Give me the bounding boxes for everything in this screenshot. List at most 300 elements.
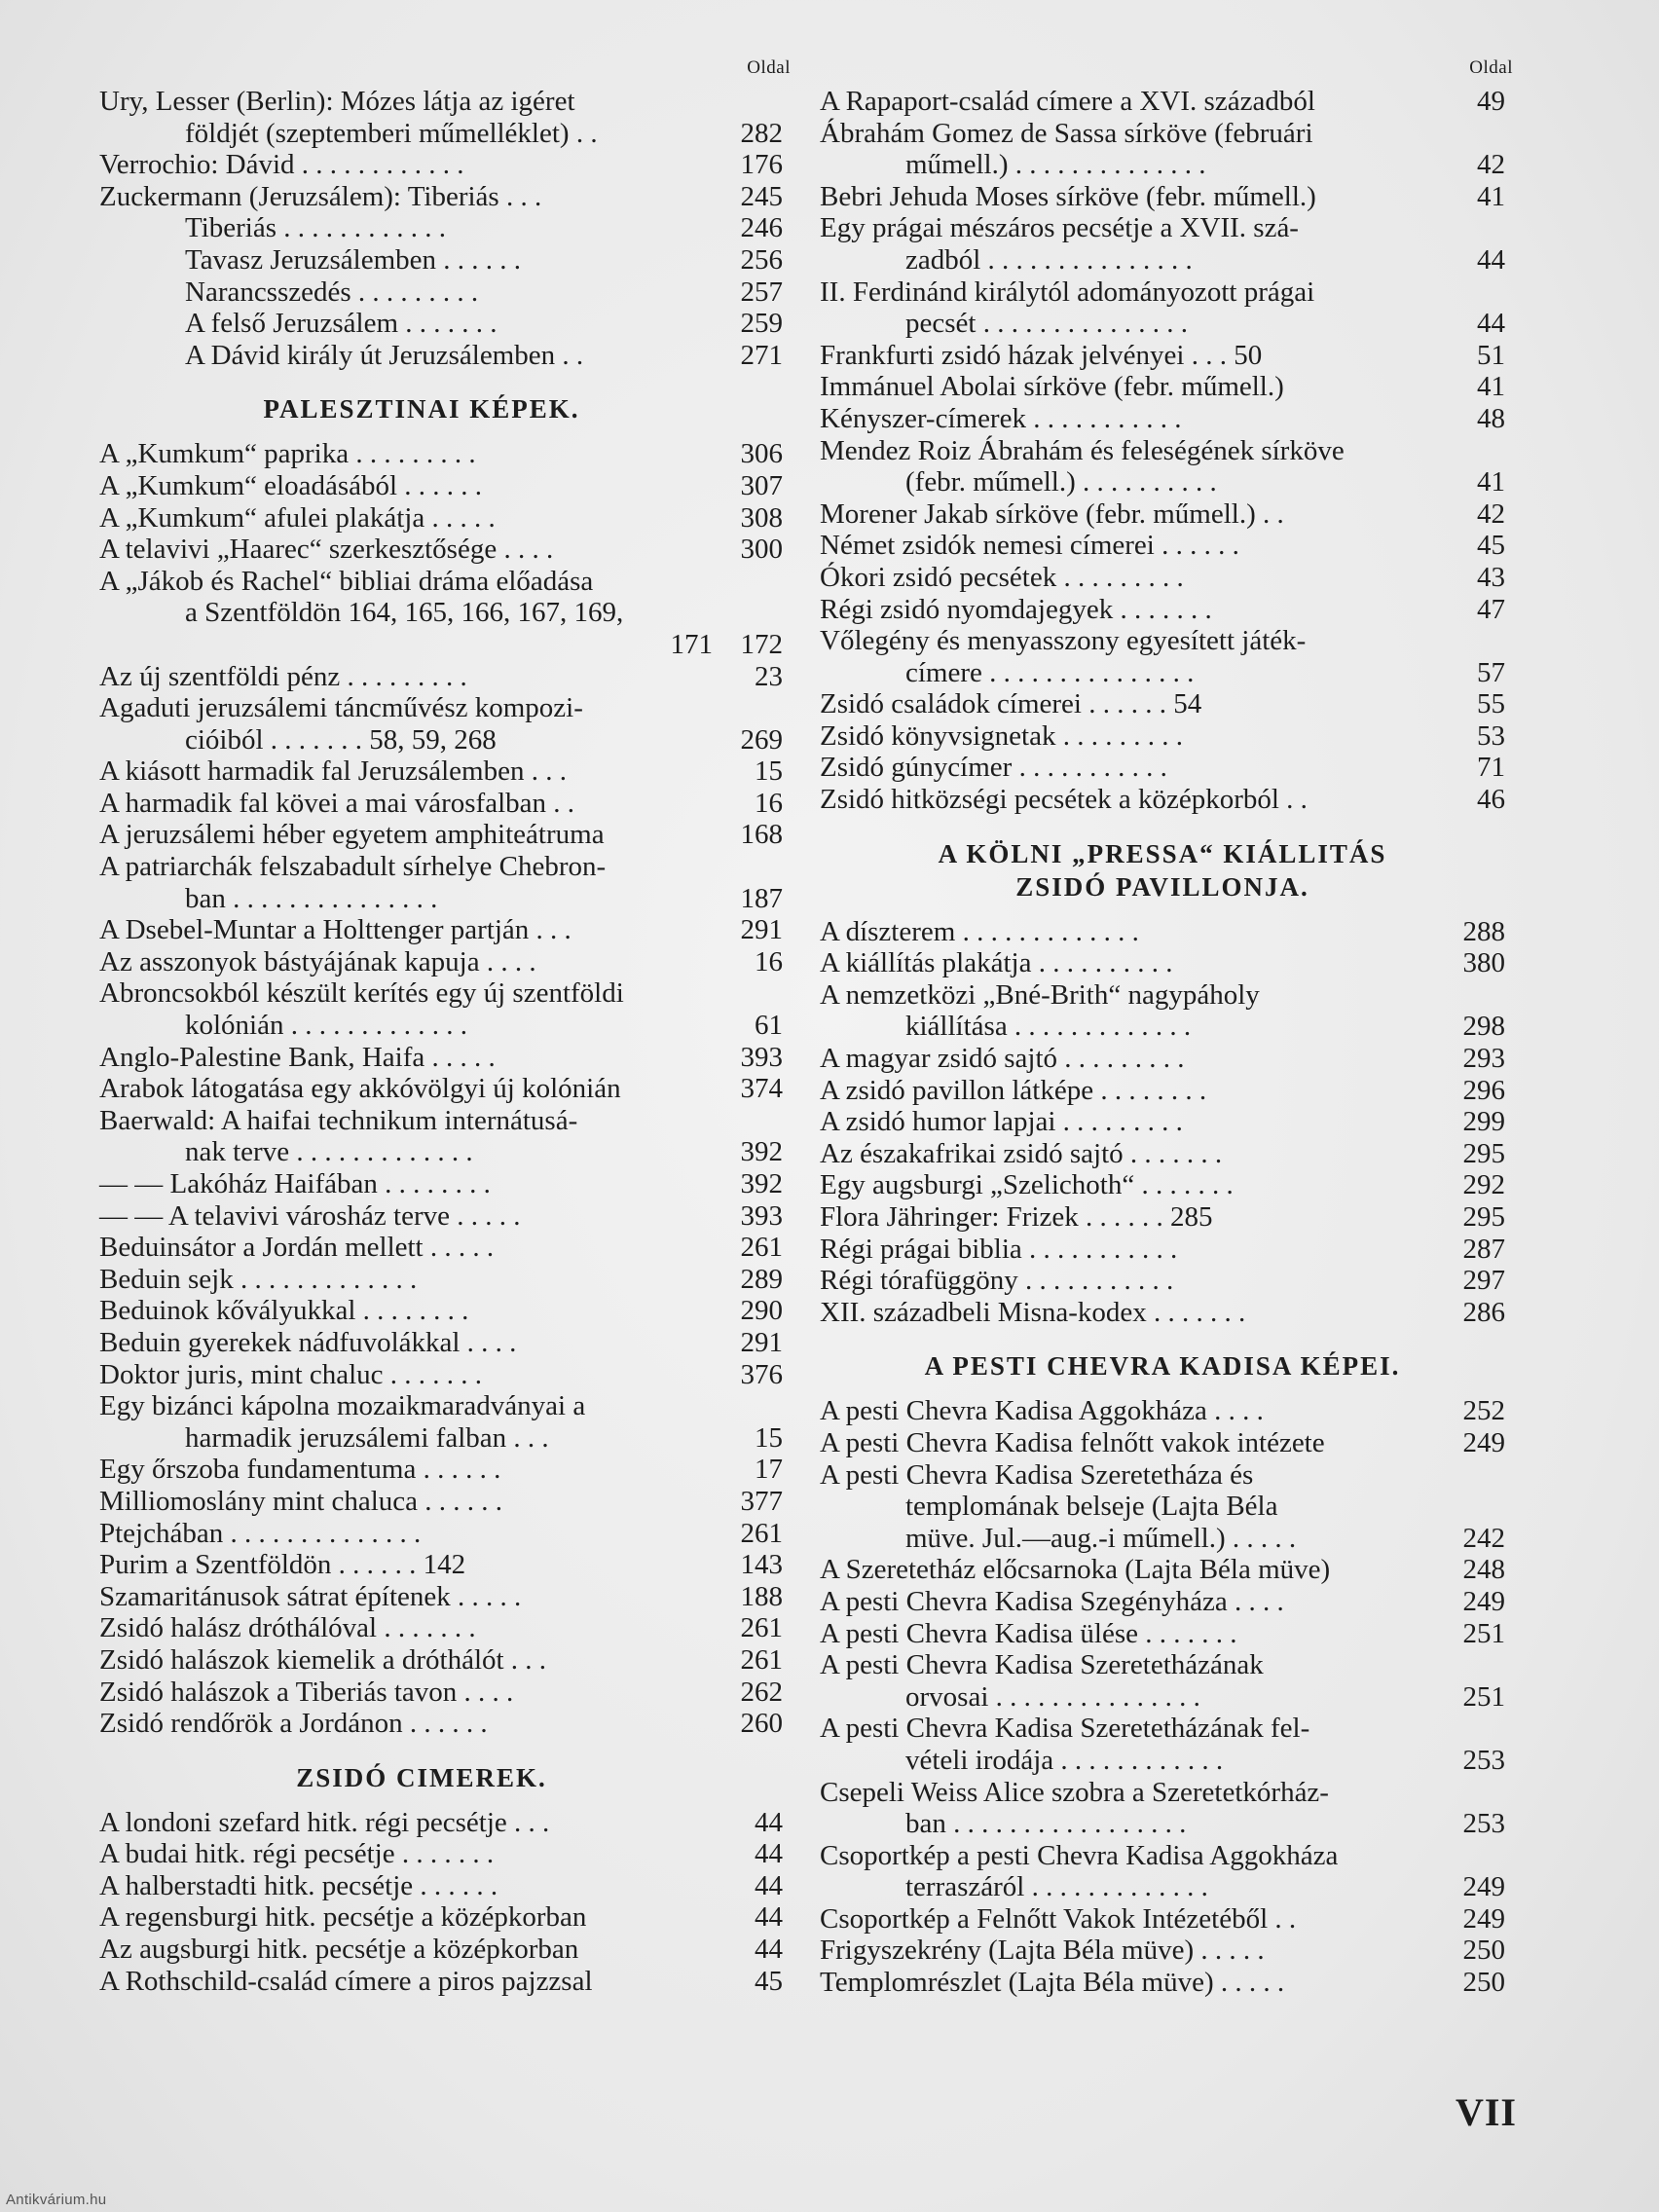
entry-page-number: 41 bbox=[1477, 180, 1505, 212]
entry-page-number: 299 bbox=[1462, 1106, 1505, 1138]
entry-title-line: A zsidó humor lapjai . . . . . . . . . bbox=[820, 1106, 1183, 1138]
entry-title-line: A pesti Chevra Kadisa Aggokháza . . . . bbox=[820, 1395, 1264, 1427]
entry-title-line: A pesti Chevra Kadisa felnőtt vakok intézete bbox=[820, 1426, 1325, 1458]
entry-title-line: Az asszonyok bástyájának kapuja . . . . bbox=[99, 945, 536, 977]
entry-page-number: 300 bbox=[740, 534, 783, 566]
entry-page-number: 249 bbox=[1462, 1585, 1505, 1617]
entry-title-line: Vőlegény és menyasszony egyesített játék- bbox=[820, 625, 1307, 657]
entry-title-line: Templomrészlet (Lajta Béla müve) . . . . . bbox=[820, 1967, 1285, 1999]
entry-page-number: 44 bbox=[755, 1806, 783, 1838]
entry-page-number: 187 bbox=[740, 882, 783, 914]
index-entry bbox=[99, 1934, 783, 1966]
entry-page-number: 249 bbox=[1462, 1871, 1505, 1903]
index-entry bbox=[820, 688, 1505, 720]
entry-title-line: Zuckermann (Jeruzsálem): Tiberiás . . . bbox=[99, 180, 542, 212]
entry-page-number: 253 bbox=[1462, 1744, 1505, 1776]
index-entry bbox=[99, 276, 783, 309]
index-entry bbox=[99, 149, 783, 181]
entry-title-line: A Dávid király út Jeruzsálemben . . bbox=[185, 339, 584, 371]
entry-page-number: 44 bbox=[755, 1869, 783, 1901]
section-title-cimerek: ZSIDÓ CIMEREK. bbox=[296, 1762, 547, 1792]
entry-page-number: 44 bbox=[1477, 243, 1505, 276]
chevra-list bbox=[820, 1395, 1505, 1998]
entry-page-number: 250 bbox=[1462, 1935, 1505, 1967]
index-entry bbox=[99, 1612, 783, 1644]
entry-title-line: A pesti Chevra Kadisa Szeretetházának fel- bbox=[820, 1713, 1310, 1745]
entry-page-number: 377 bbox=[740, 1485, 783, 1517]
entry-page-number: 252 bbox=[1462, 1395, 1505, 1427]
entry-page-number: 295 bbox=[1462, 1137, 1505, 1169]
section-title-chevra: A PESTI CHEVRA KADISA KÉPEI. bbox=[924, 1351, 1401, 1382]
index-entry bbox=[820, 340, 1505, 372]
entry-page-number: 251 bbox=[1462, 1617, 1505, 1649]
entry-title-line: A „Kumkum“ paprika . . . . . . . . . bbox=[99, 438, 476, 470]
entry-title-line: A londoni szefard hitk. régi pecsétje . . . bbox=[99, 1806, 550, 1838]
entry-page-number: 245 bbox=[740, 180, 783, 212]
entry-title-line: — — Lakóház Haifában . . . . . . . . bbox=[99, 1168, 491, 1199]
entry-title-line: Egy augsburgi „Szelichoth“ . . . . . . . bbox=[820, 1169, 1234, 1201]
entry-title-line: templomának belseje (Lajta Béla bbox=[905, 1491, 1278, 1523]
entry-title-line: Frigyszekrény (Lajta Béla müve) . . . . . bbox=[820, 1935, 1265, 1967]
entry-title-line: 171 bbox=[670, 628, 713, 660]
entry-title-line: Verrochio: Dávid . . . . . . . . . . . . bbox=[99, 149, 464, 181]
index-entry bbox=[820, 498, 1505, 531]
index-entry bbox=[99, 340, 783, 372]
entry-page-number: 295 bbox=[1462, 1201, 1505, 1233]
index-entry bbox=[99, 1644, 783, 1677]
entry-title-line: Zsidó halász dróthálóval . . . . . . . bbox=[99, 1612, 476, 1644]
entry-title-line: Tavasz Jeruzsálemben . . . . . . bbox=[185, 243, 522, 276]
index-entry bbox=[820, 276, 1505, 340]
entry-page-number: 291 bbox=[740, 1326, 783, 1358]
index-entry bbox=[820, 752, 1505, 784]
index-entry bbox=[820, 1265, 1505, 1297]
index-entry bbox=[820, 530, 1505, 562]
entry-title-line: A pesti Chevra Kadisa Szeretetháza és bbox=[820, 1458, 1254, 1491]
entry-page-number: 250 bbox=[1462, 1967, 1505, 1999]
entry-page-number: 261 bbox=[740, 1232, 783, 1264]
entry-title-line: Zsidó rendőrök a Jordánon . . . . . . bbox=[99, 1708, 488, 1740]
page-column-label-right: Oldal bbox=[1469, 57, 1513, 78]
left-intro-list bbox=[99, 86, 783, 371]
entry-title-line: A jeruzsálemi héber egyetem amphiteátruma bbox=[99, 819, 605, 851]
entry-page-number: 45 bbox=[1477, 530, 1505, 562]
entry-page-number: 259 bbox=[740, 308, 783, 340]
entry-page-number: 298 bbox=[1462, 1011, 1505, 1043]
index-entry bbox=[820, 1459, 1505, 1555]
entry-title-line: Immánuel Abolai sírköve (febr. műmell.) bbox=[820, 371, 1284, 403]
index-entry bbox=[820, 720, 1505, 753]
entry-page-number: 374 bbox=[740, 1073, 783, 1105]
entry-page-number: 44 bbox=[755, 1838, 783, 1870]
index-entry bbox=[820, 371, 1505, 403]
entry-title-line: Beduin gyerekek nádfuvolákkal . . . . bbox=[99, 1326, 517, 1358]
entry-title-line: Egy prágai mészáros pecsétje a XVII. szá- bbox=[820, 212, 1299, 244]
index-entry bbox=[820, 1138, 1505, 1170]
entry-title-line: A Rapaport-család címere a XVI. századból bbox=[820, 86, 1315, 117]
index-entry bbox=[820, 1169, 1505, 1201]
index-entry bbox=[99, 1168, 783, 1200]
index-entry bbox=[99, 1264, 783, 1296]
index-entry bbox=[99, 1549, 783, 1581]
index-entry bbox=[99, 1807, 783, 1839]
entry-title-line: Zsidó halászok a Tiberiás tavon . . . . bbox=[99, 1676, 514, 1708]
entry-page-number: 256 bbox=[740, 243, 783, 276]
entry-page-number: 16 bbox=[755, 787, 783, 819]
entry-title-line: harmadik jeruzsálemi falban . . . bbox=[185, 1421, 549, 1454]
index-entry bbox=[820, 979, 1505, 1043]
entry-page-number: 44 bbox=[1477, 308, 1505, 340]
index-entry bbox=[99, 756, 783, 788]
index-entry bbox=[99, 1581, 783, 1613]
entry-title-line: A magyar zsidó sajtó . . . . . . . . . bbox=[820, 1043, 1185, 1075]
index-entry bbox=[820, 1554, 1505, 1586]
entry-page-number: 188 bbox=[740, 1580, 783, 1612]
entry-title-line: A regensburgi hitk. pecsétje a középkorban bbox=[99, 1901, 587, 1934]
entry-page-number: 16 bbox=[755, 945, 783, 977]
entry-title-line: Beduinsátor a Jordán mellett . . . . . bbox=[99, 1232, 495, 1264]
index-entry bbox=[820, 1618, 1505, 1650]
index-entry bbox=[820, 1935, 1505, 1967]
index-entry bbox=[820, 1586, 1505, 1618]
section-title-pressa bbox=[820, 837, 1505, 903]
index-entry bbox=[820, 1234, 1505, 1266]
index-entry bbox=[820, 403, 1505, 435]
index-entry bbox=[820, 1297, 1505, 1329]
entry-title-line: Csoportkép a pesti Chevra Kadisa Aggokháza bbox=[820, 1839, 1339, 1871]
entry-title-line: A felső Jeruzsálem . . . . . . . bbox=[185, 308, 498, 340]
entry-title-line: Arabok látogatása egy akkóvölgyi új kolónián bbox=[99, 1073, 621, 1105]
index-entry bbox=[99, 1901, 783, 1934]
entry-page-number: 376 bbox=[740, 1358, 783, 1390]
entry-page-number: 392 bbox=[740, 1168, 783, 1199]
entry-title-line: Ókori zsidó pecsétek . . . . . . . . . bbox=[820, 561, 1184, 593]
left-column bbox=[99, 57, 791, 1997]
entry-page-number: 43 bbox=[1477, 561, 1505, 593]
index-entry bbox=[820, 181, 1505, 213]
entry-page-number: 46 bbox=[1477, 784, 1505, 816]
index-entry bbox=[99, 1454, 783, 1486]
entry-title-line: cióiból . . . . . . . 58, 59, 268 bbox=[185, 723, 497, 756]
entry-page-number: 44 bbox=[755, 1934, 783, 1966]
entry-title-line: A díszterem . . . . . . . . . . . . . bbox=[820, 915, 1139, 947]
index-entry bbox=[820, 1201, 1505, 1234]
index-entry bbox=[99, 692, 783, 756]
entry-page-number: 262 bbox=[740, 1676, 783, 1708]
index-entry bbox=[99, 1390, 783, 1454]
entry-title-line: A Rothschild-család címere a piros pajzzsal bbox=[99, 1965, 593, 1997]
entry-title-line: Narancsszedés . . . . . . . . . bbox=[185, 276, 479, 308]
entry-title-line: II. Ferdinánd királytól adományozott prágai bbox=[820, 276, 1315, 308]
entry-title-line: Baerwald: A haifai technikum internátusá- bbox=[99, 1104, 578, 1136]
entry-title-line: kiállítása . . . . . . . . . . . . . bbox=[905, 1011, 1192, 1043]
index-entry bbox=[820, 1106, 1505, 1138]
index-entry bbox=[820, 86, 1505, 118]
entry-title-line: Régi tórafüggöny . . . . . . . . . . . bbox=[820, 1265, 1174, 1297]
entry-page-number: 287 bbox=[1462, 1233, 1505, 1265]
entry-title-line: Szamaritánusok sátrat építenek . . . . . bbox=[99, 1580, 522, 1612]
entry-page-number: 17 bbox=[755, 1454, 783, 1486]
entry-page-number: 393 bbox=[740, 1041, 783, 1073]
entry-title-line: A pesti Chevra Kadisa Szegényháza . . . . bbox=[820, 1585, 1284, 1617]
entry-page-number: 15 bbox=[755, 1421, 783, 1454]
entry-title-line: A halberstadti hitk. pecsétje . . . . . . bbox=[99, 1869, 498, 1901]
entry-title-line: (febr. műmell.) . . . . . . . . . . bbox=[905, 466, 1217, 498]
entry-title-line: A kiállítás plakátja . . . . . . . . . . bbox=[820, 947, 1173, 979]
entry-page-number: 306 bbox=[740, 438, 783, 470]
index-entry bbox=[820, 212, 1505, 276]
entry-title-line: Az új szentföldi pénz . . . . . . . . . bbox=[99, 660, 467, 692]
entry-title-line: Ury, Lesser (Berlin): Mózes látja az igéret bbox=[99, 86, 575, 117]
entry-title-line: Az északafrikai zsidó sajtó . . . . . . . bbox=[820, 1137, 1223, 1169]
entry-page-number: 271 bbox=[740, 339, 783, 371]
entry-title-line: Agaduti jeruzsálemi táncművész kompozi- bbox=[99, 692, 583, 724]
entry-title-line: Csoportkép a Felnőtt Vakok Intézetéből . . bbox=[820, 1902, 1297, 1935]
entry-page-number: 307 bbox=[740, 469, 783, 501]
entry-title-line: műmell.) . . . . . . . . . . . . . . bbox=[905, 149, 1206, 181]
index-entry bbox=[99, 470, 783, 502]
entry-page-number: 71 bbox=[1477, 752, 1505, 784]
entry-page-number: 261 bbox=[740, 1517, 783, 1549]
index-entry bbox=[820, 1075, 1505, 1107]
entry-title-line: XII. századbeli Misna-kodex . . . . . . . bbox=[820, 1296, 1246, 1328]
index-entry bbox=[99, 1966, 783, 1998]
index-entry bbox=[99, 1232, 783, 1264]
index-entry bbox=[99, 1105, 783, 1168]
entry-page-number: 249 bbox=[1462, 1902, 1505, 1935]
entry-title-line: ban . . . . . . . . . . . . . . . bbox=[185, 882, 438, 914]
index-entry bbox=[820, 562, 1505, 594]
index-entry bbox=[820, 594, 1505, 626]
index-entry bbox=[820, 1713, 1505, 1776]
entry-page-number: 260 bbox=[740, 1708, 783, 1740]
entry-page-number: 51 bbox=[1477, 339, 1505, 371]
entry-page-number: 61 bbox=[755, 1010, 783, 1042]
watermark: Antikvárium.hu bbox=[6, 2192, 107, 2208]
right-column bbox=[820, 57, 1513, 1999]
entry-page-number: 176 bbox=[740, 149, 783, 181]
entry-title-line: A Szeretetház előcsarnoka (Lajta Béla müve) bbox=[820, 1554, 1331, 1586]
entry-page-number: 297 bbox=[1462, 1265, 1505, 1297]
entry-page-number: 296 bbox=[1462, 1074, 1505, 1106]
entry-page-number: 42 bbox=[1477, 149, 1505, 181]
section-title-pressa-line1: A KÖLNI „PRESSA“ KIÁLLITÁS bbox=[938, 838, 1387, 868]
entry-page-number: 248 bbox=[1462, 1554, 1505, 1586]
entry-title-line: Bebri Jehuda Moses sírköve (febr. műmell.) bbox=[820, 180, 1316, 212]
index-entry bbox=[99, 1677, 783, 1709]
index-entry bbox=[99, 914, 783, 946]
entry-page-number: 55 bbox=[1477, 688, 1505, 720]
entry-page-number: 41 bbox=[1477, 371, 1505, 403]
entry-page-number: 393 bbox=[740, 1199, 783, 1232]
index-entry bbox=[99, 977, 783, 1041]
entry-title-line: Egy őrszoba fundamentuma . . . . . . bbox=[99, 1454, 501, 1486]
index-entry bbox=[99, 1708, 783, 1740]
entry-page-number: 44 bbox=[755, 1901, 783, 1934]
index-entry bbox=[99, 851, 783, 914]
pressa-list bbox=[820, 916, 1505, 1329]
entry-page-number: 261 bbox=[740, 1643, 783, 1676]
index-entry bbox=[99, 819, 783, 851]
index-entry bbox=[820, 1395, 1505, 1427]
index-entry bbox=[820, 947, 1505, 979]
entry-page-number: 45 bbox=[755, 1965, 783, 1997]
entry-title-line: Milliomoslány mint chaluca . . . . . . bbox=[99, 1485, 503, 1517]
entry-title-line: — — A telavivi városház terve . . . . . bbox=[99, 1199, 521, 1232]
page-column-label-left: Oldal bbox=[747, 57, 791, 78]
entry-title-line: Az augsburgi hitk. pecsétje a középkorban bbox=[99, 1934, 579, 1966]
entry-page-number: 49 bbox=[1477, 86, 1505, 117]
entry-title-line: Ptejchában . . . . . . . . . . . . . . bbox=[99, 1517, 422, 1549]
entry-page-number: 293 bbox=[1462, 1043, 1505, 1075]
index-entry bbox=[99, 566, 783, 661]
entry-title-line: a Szentföldön 164, 165, 166, 167, 169, bbox=[185, 597, 624, 629]
entry-title-line: A harmadik fal kövei a mai városfalban . . bbox=[99, 787, 575, 819]
index-entry bbox=[820, 1427, 1505, 1459]
entry-title-line: A Dsebel-Muntar a Holttenger partján . . . bbox=[99, 914, 571, 946]
index-entry bbox=[820, 1903, 1505, 1936]
index-entry bbox=[99, 788, 783, 820]
entry-title-line: A „Jákob és Rachel“ bibliai dráma előadása bbox=[99, 565, 594, 597]
entry-title-line: A telavivi „Haarec“ szerkesztősége . . . . bbox=[99, 534, 554, 566]
entry-title-line: zadból . . . . . . . . . . . . . . . bbox=[905, 243, 1193, 276]
entry-page-number: 291 bbox=[740, 914, 783, 946]
entry-page-number: 242 bbox=[1462, 1522, 1505, 1554]
entry-page-number: 261 bbox=[740, 1612, 783, 1644]
entry-page-number: 269 bbox=[740, 723, 783, 756]
index-entry bbox=[99, 1518, 783, 1550]
index-entry bbox=[820, 784, 1505, 816]
index-entry bbox=[99, 946, 783, 978]
entry-title-line: A pesti Chevra Kadisa Szeretetházának bbox=[820, 1649, 1264, 1681]
index-entry bbox=[820, 625, 1505, 688]
index-entry bbox=[99, 1327, 783, 1359]
entry-title-line: Egy bizánci kápolna mozaikmaradványai a bbox=[99, 1390, 586, 1422]
entry-page-number: 143 bbox=[740, 1549, 783, 1581]
section-title-palesztinai: PALESZTINAI KÉPEK. bbox=[263, 394, 580, 424]
entry-page-number: 289 bbox=[740, 1263, 783, 1295]
entry-page-number: 392 bbox=[740, 1136, 783, 1168]
entry-title-line: Anglo-Palestine Bank, Haifa . . . . . bbox=[99, 1041, 496, 1073]
entry-page-number: 290 bbox=[740, 1295, 783, 1327]
index-entry bbox=[99, 212, 783, 244]
index-entry bbox=[99, 244, 783, 276]
index-entry bbox=[99, 86, 783, 149]
entry-page-number: 292 bbox=[1462, 1169, 1505, 1201]
entry-title-line: Frankfurti zsidó házak jelvényei . . . 50 bbox=[820, 339, 1263, 371]
index-entry bbox=[99, 1838, 783, 1870]
entry-title-line: A kiásott harmadik fal Jeruzsálemben . . . bbox=[99, 756, 567, 788]
entry-title-line: Régi zsidó nyomdajegyek . . . . . . . bbox=[820, 593, 1212, 625]
entry-title-line: címere . . . . . . . . . . . . . . . bbox=[905, 656, 1195, 688]
index-entry bbox=[99, 1200, 783, 1233]
entry-page-number: 53 bbox=[1477, 719, 1505, 752]
page-folio: VII bbox=[1455, 2090, 1517, 2134]
entry-page-number: 380 bbox=[1462, 947, 1505, 979]
entry-title-line: vételi irodája . . . . . . . . . . . . bbox=[905, 1744, 1224, 1776]
index-entry bbox=[820, 118, 1505, 181]
entry-title-line: Morener Jakab sírköve (febr. műmell.) . . bbox=[820, 498, 1284, 530]
entry-title-line: pecsét . . . . . . . . . . . . . . . bbox=[905, 308, 1188, 340]
index-entry bbox=[99, 661, 783, 693]
index-entry bbox=[820, 435, 1505, 498]
entry-title-line: Doktor juris, mint chaluc . . . . . . . bbox=[99, 1358, 483, 1390]
entry-title-line: Kényszer-címerek . . . . . . . . . . . bbox=[820, 402, 1182, 434]
entry-page-number: 308 bbox=[740, 501, 783, 534]
index-entry bbox=[99, 1486, 783, 1518]
index-entry bbox=[820, 1649, 1505, 1713]
entry-title-line: Csepeli Weiss Alice szobra a Szeretetkórház- bbox=[820, 1776, 1329, 1808]
entry-page-number: 41 bbox=[1477, 466, 1505, 498]
entry-title-line: Flora Jähringer: Frizek . . . . . . 285 bbox=[820, 1201, 1213, 1233]
index-entry bbox=[99, 308, 783, 340]
entry-page-number: 23 bbox=[755, 660, 783, 692]
entry-page-number: 48 bbox=[1477, 402, 1505, 434]
entry-title-line: Zsidó hitközségi pecsétek a középkorból . . bbox=[820, 784, 1308, 816]
entry-page-number: 253 bbox=[1462, 1808, 1505, 1840]
entry-page-number: 42 bbox=[1477, 498, 1505, 530]
entry-page-number: 246 bbox=[740, 212, 783, 244]
index-entry bbox=[99, 1073, 783, 1105]
index-entry bbox=[99, 1870, 783, 1902]
entry-title-line: Zsidó halászok kiemelik a dróthálót . . . bbox=[99, 1643, 547, 1676]
entry-title-line: Purim a Szentföldön . . . . . . 142 bbox=[99, 1549, 466, 1581]
entry-title-line: A nemzetközi „Bné-Brith“ nagypáholy bbox=[820, 978, 1260, 1011]
entry-title-line: Mendez Roiz Ábrahám és feleségének sírköve bbox=[820, 434, 1345, 466]
index-entry bbox=[99, 534, 783, 566]
index-entry bbox=[99, 181, 783, 213]
entry-page-number: 172 bbox=[740, 628, 783, 660]
entry-title-line: Zsidó családok címerei . . . . . . 54 bbox=[820, 688, 1202, 720]
right-intro-list bbox=[820, 86, 1505, 816]
entry-page-number: 282 bbox=[740, 117, 783, 149]
entry-title-line: kolónián . . . . . . . . . . . . . bbox=[185, 1010, 467, 1042]
index-entry bbox=[99, 1359, 783, 1391]
entry-page-number: 15 bbox=[755, 756, 783, 788]
entry-title-line: ban . . . . . . . . . . . . . . . . . bbox=[905, 1808, 1187, 1840]
index-entry bbox=[820, 1840, 1505, 1903]
entry-title-line: Zsidó könyvsignetak . . . . . . . . . bbox=[820, 719, 1183, 752]
entry-title-line: Régi prágai biblia . . . . . . . . . . . bbox=[820, 1233, 1178, 1265]
entry-title-line: Beduinok kővályukkal . . . . . . . . bbox=[99, 1295, 469, 1327]
entry-page-number: 288 bbox=[1462, 915, 1505, 947]
entry-page-number: 57 bbox=[1477, 656, 1505, 688]
index-entry bbox=[99, 438, 783, 470]
entry-page-number: 249 bbox=[1462, 1426, 1505, 1458]
entry-page-number: 251 bbox=[1462, 1680, 1505, 1713]
entry-title-line: orvosai . . . . . . . . . . . . . . . bbox=[905, 1680, 1200, 1713]
entry-title-line: Tiberiás . . . . . . . . . . . . bbox=[185, 212, 446, 244]
entry-title-line: Német zsidók nemesi címerei . . . . . . bbox=[820, 530, 1239, 562]
index-entry bbox=[99, 502, 783, 535]
section-title-pressa-line2: ZSIDÓ PAVILLONJA. bbox=[1015, 871, 1309, 902]
entry-page-number: 257 bbox=[740, 276, 783, 308]
index-entry bbox=[99, 1295, 783, 1327]
index-entry bbox=[820, 1777, 1505, 1840]
entry-title-line: Abroncsokból készült kerítés egy új szentföldi bbox=[99, 977, 624, 1010]
index-entry bbox=[99, 1042, 783, 1074]
index-entry bbox=[820, 916, 1505, 948]
entry-title-line: A patriarchák felszabadult sírhelye Chebron- bbox=[99, 851, 607, 883]
entry-title-line: müve. Jul.—aug.-i műmell.) . . . . . bbox=[905, 1522, 1297, 1554]
entry-page-number: 168 bbox=[740, 819, 783, 851]
palesztinai-list bbox=[99, 438, 783, 1739]
entry-title-line: A „Kumkum“ eloadásából . . . . . . bbox=[99, 469, 483, 501]
entry-title-line: terraszáról . . . . . . . . . . . . . bbox=[905, 1871, 1208, 1903]
entry-title-line: A „Kumkum“ afulei plakátja . . . . . bbox=[99, 501, 496, 534]
entry-page-number: 47 bbox=[1477, 593, 1505, 625]
entry-page-number: 286 bbox=[1462, 1296, 1505, 1328]
